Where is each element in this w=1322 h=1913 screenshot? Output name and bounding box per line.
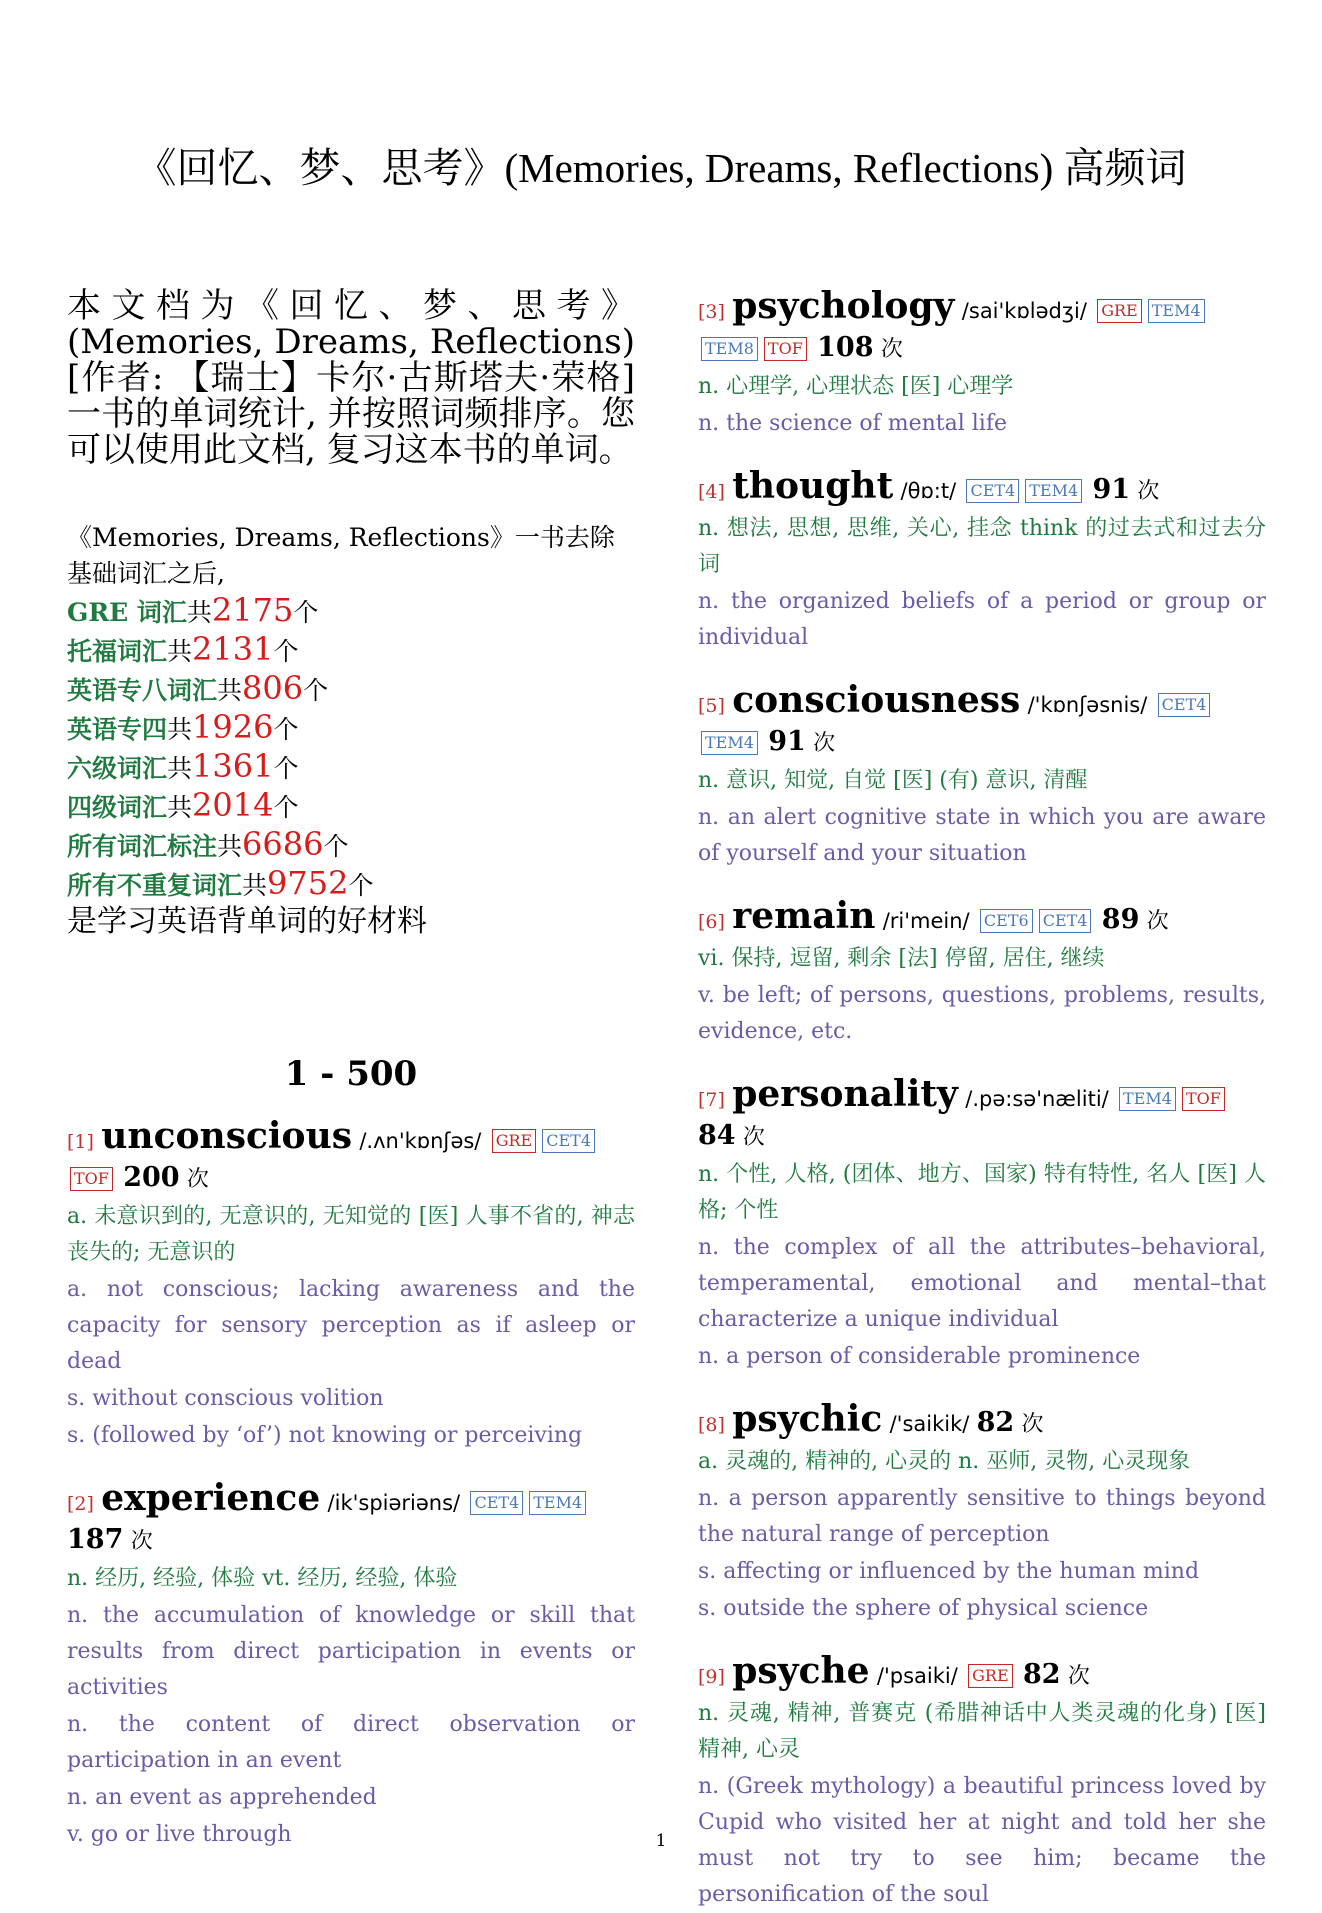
entries-right [698, 285, 1266, 1913]
entry-count: 82 [976, 1407, 1015, 1438]
entry-head [698, 679, 1266, 762]
intro-text: 本文档为《回忆、梦、思考》(Memories, Dreams, Reflections)[作者: 【瑞士】卡尔·古斯塔夫·荣格] 一书的单词统计, 并按照词频排序。您可以使用此文档, 复习这本书的单词。 [67, 286, 635, 470]
entry-word: psychic [732, 1398, 883, 1440]
word-entry [67, 1115, 635, 1454]
stat-mid: 共 [242, 871, 268, 900]
entry-word: consciousness [732, 679, 1021, 721]
stat-line [67, 787, 635, 826]
stat-mid: 共 [167, 637, 193, 666]
entry-count: 91 [1092, 474, 1131, 505]
entry-index: [9] [698, 1666, 725, 1688]
exam-tag: TEM4 [1148, 299, 1205, 323]
definition-en: n. a person of considerable prominence [698, 1344, 1141, 1369]
stat-number: 1361 [192, 747, 274, 785]
exam-tag: CET4 [542, 1129, 595, 1153]
stat-mid: 共 [217, 676, 243, 705]
exam-tag: TOF [1182, 1087, 1225, 1111]
definition-cn: n. 个性, 人格, (团体、地方、国家) 特有特性, 名人 [医] 人格; 个性 [698, 1162, 1266, 1223]
word-entry [698, 285, 1266, 442]
exam-tag: TOF [764, 337, 807, 361]
exam-tag: GRE [968, 1664, 1013, 1688]
stat-unit: 个 [323, 832, 349, 861]
entry-word: psychology [732, 285, 955, 327]
stat-label: 所有词汇标注 [67, 832, 218, 861]
word-entry [698, 465, 1266, 656]
entry-head [698, 465, 1266, 510]
exam-tag: TEM8 [701, 337, 758, 361]
entry-phonetic: /ri'mein/ [882, 909, 970, 933]
entry-head [698, 1398, 1266, 1443]
definition-en: n. the science of mental life [698, 411, 1007, 436]
entry-phonetic: /'psaiki/ [876, 1664, 958, 1688]
entry-head [698, 1650, 1266, 1695]
entry-phonetic: /θɒ:t/ [900, 479, 957, 503]
entry-phonetic: /'kɒnʃəsnis/ [1027, 693, 1148, 717]
word-entry [698, 1073, 1266, 1375]
exam-tag: CET4 [470, 1491, 523, 1515]
stat-number: 2014 [192, 786, 274, 824]
exam-tag: CET4 [1158, 693, 1211, 717]
exam-tag: CET6 [980, 909, 1033, 933]
entry-count: 200 [123, 1162, 180, 1193]
stat-label: GRE 词汇 [67, 598, 187, 627]
entry-index: [6] [698, 911, 725, 933]
word-entry [698, 1398, 1266, 1627]
stat-mid: 共 [167, 754, 193, 783]
count-unit: 次 [186, 1167, 209, 1192]
entry-count: 108 [817, 332, 874, 363]
word-entry [698, 1650, 1266, 1913]
definition-cn: n. 经历, 经验, 体验 vt. 经历, 经验, 体验 [67, 1566, 458, 1591]
definition-en: s. affecting or influenced by the human mind [698, 1559, 1200, 1584]
exam-tag: TEM4 [1025, 479, 1082, 503]
stat-line [67, 865, 635, 904]
word-entry [698, 679, 1266, 872]
exam-tag: TEM4 [701, 731, 758, 755]
count-unit: 次 [1137, 479, 1160, 504]
count-unit: 次 [130, 1529, 153, 1554]
entry-head [67, 1115, 635, 1198]
definition-en: s. outside the sphere of physical science [698, 1596, 1149, 1621]
range-heading: 1 - 500 [284, 1054, 418, 1094]
definition-en: n. the organized beliefs of a period or group or individual [698, 589, 1266, 650]
entry-index: [4] [698, 481, 725, 503]
entry-count: 91 [768, 726, 806, 757]
definition-en: n. the complex of all the attributes–behavioral, temperamental, emotional and mental–that characterize a unique individual [698, 1235, 1266, 1332]
stats-lead: 《Memories, Dreams, Reflections》一书去除基础词汇之后, [67, 523, 615, 588]
exam-tag: TEM4 [1119, 1087, 1176, 1111]
stat-number: 2175 [211, 591, 294, 629]
stat-unit: 个 [273, 754, 299, 783]
exam-tag: CET4 [1039, 909, 1092, 933]
stat-mid: 共 [167, 715, 193, 744]
stat-unit: 个 [273, 715, 299, 744]
entry-word: unconscious [101, 1115, 353, 1157]
stat-line [67, 709, 635, 748]
count-unit: 次 [813, 731, 836, 756]
stat-number: 806 [242, 669, 304, 707]
page-number: 1 [655, 1831, 667, 1851]
entry-word: personality [732, 1073, 958, 1115]
exam-tag: TOF [70, 1167, 113, 1191]
entry-word: remain [732, 895, 876, 937]
right-column [698, 285, 1266, 1913]
entry-count: 84 [698, 1120, 736, 1151]
definition-cn: n. 意识, 知觉, 自觉 [医] (有) 意识, 清醒 [698, 768, 1088, 793]
entry-head [698, 1073, 1266, 1156]
entry-phonetic: /.pə:sə'næliti/ [965, 1087, 1109, 1111]
entry-phonetic: /'saikik/ [889, 1412, 970, 1436]
stat-label: 六级词汇 [67, 754, 168, 783]
entry-head [698, 285, 1266, 368]
definition-en: n. (Greek mythology) a beautiful princess loved by Cupid who visited her at night and told her she must not try to see him; became the personification of the soul [698, 1774, 1266, 1907]
exam-tag: CET4 [966, 479, 1019, 503]
stat-unit: 个 [303, 676, 329, 705]
stat-line [67, 592, 635, 631]
entry-word: thought [732, 465, 894, 507]
exam-tag: GRE [492, 1129, 537, 1153]
stat-label: 所有不重复词汇 [67, 871, 243, 900]
stats-lines [67, 592, 635, 904]
stats-closing: 是学习英语背单词的好材料 [67, 904, 427, 939]
stat-label: 英语专八词汇 [67, 676, 218, 705]
entry-head [67, 1477, 635, 1560]
stat-unit: 个 [293, 598, 319, 627]
definition-en: n. an alert cognitive state in which you are aware of yourself and your situation [698, 805, 1266, 866]
entry-count: 187 [67, 1524, 124, 1555]
definition-en: n. the content of direct observation or participation in an event [67, 1712, 635, 1773]
page-title: 《回忆、梦、思考》(Memories, Dreams, Reflections) 高频词 [135, 145, 1187, 191]
stat-label: 四级词汇 [67, 793, 168, 822]
count-unit: 次 [880, 337, 903, 362]
stat-mid: 共 [186, 598, 212, 627]
stat-number: 6686 [242, 825, 324, 863]
definition-en: n. a person apparently sensitive to things beyond the natural range of perception [698, 1486, 1266, 1547]
stat-unit: 个 [273, 793, 299, 822]
definition-cn: a. 灵魂的, 精神的, 心灵的 n. 巫师, 灵物, 心灵现象 [698, 1449, 1191, 1474]
word-entry [698, 895, 1266, 1050]
entry-count: 89 [1101, 904, 1140, 935]
definition-en: s. (followed by ‘of’) not knowing or perceiving [67, 1423, 583, 1448]
exam-tag: GRE [1097, 299, 1142, 323]
count-unit: 次 [742, 1125, 765, 1150]
entry-index: [8] [698, 1414, 725, 1436]
count-unit: 次 [1021, 1412, 1044, 1437]
definition-en: v. go or live through [67, 1822, 292, 1847]
stat-label: 托福词汇 [67, 637, 168, 666]
entry-index: [2] [67, 1493, 94, 1515]
entry-index: [3] [698, 301, 725, 323]
stats-block [67, 520, 635, 940]
entries-left [67, 1115, 635, 1853]
entry-phonetic: /.ʌn'kɒnʃəs/ [359, 1129, 482, 1153]
definition-cn: n. 灵魂, 精神, 普赛克 (希腊神话中人类灵魂的化身) [医] 精神, 心灵 [698, 1701, 1266, 1762]
entry-count: 82 [1022, 1659, 1061, 1690]
word-entry [67, 1477, 635, 1853]
left-column [67, 288, 635, 1853]
stat-unit: 个 [273, 637, 299, 666]
definition-en: n. an event as apprehended [67, 1785, 377, 1810]
entry-phonetic: /sai'kɒlədʒi/ [961, 299, 1087, 323]
definition-cn: n. 想法, 思想, 思维, 关心, 挂念 think 的过去式和过去分词 [698, 516, 1266, 577]
stat-mid: 共 [167, 793, 193, 822]
entry-word: experience [101, 1477, 321, 1519]
stat-number: 1926 [192, 708, 274, 746]
stat-number: 2131 [192, 630, 274, 668]
stat-line [67, 631, 635, 670]
entry-word: psyche [732, 1650, 870, 1692]
exam-tag: TEM4 [529, 1491, 586, 1515]
definition-cn: vi. 保持, 逗留, 剩余 [法] 停留, 居住, 继续 [698, 946, 1105, 971]
entry-head [698, 895, 1266, 940]
definition-en: v. be left; of persons, questions, problems, results, evidence, etc. [698, 983, 1266, 1044]
stat-line [67, 670, 635, 709]
entry-index: [7] [698, 1089, 725, 1111]
definition-cn: n. 心理学, 心理状态 [医] 心理学 [698, 374, 1014, 399]
entry-index: [5] [698, 695, 725, 717]
definition-en: s. without conscious volition [67, 1386, 384, 1411]
count-unit: 次 [1067, 1664, 1090, 1689]
entry-phonetic: /ik'spiəriəns/ [327, 1491, 461, 1515]
stat-label: 英语专四 [67, 715, 168, 744]
entry-index: [1] [67, 1131, 94, 1153]
stat-mid: 共 [217, 832, 243, 861]
count-unit: 次 [1146, 909, 1169, 934]
definition-cn: a. 未意识到的, 无意识的, 无知觉的 [医] 人事不省的, 神志丧失的; 无意识的 [67, 1204, 635, 1265]
stat-line [67, 748, 635, 787]
stat-line [67, 826, 635, 865]
definition-en: a. not conscious; lacking awareness and the capacity for sensory perception as if asleep or dead [67, 1277, 635, 1374]
stat-unit: 个 [348, 871, 374, 900]
definition-en: n. the accumulation of knowledge or skill that results from direct participation in events or activities [67, 1603, 635, 1700]
stat-number: 9752 [267, 864, 349, 902]
